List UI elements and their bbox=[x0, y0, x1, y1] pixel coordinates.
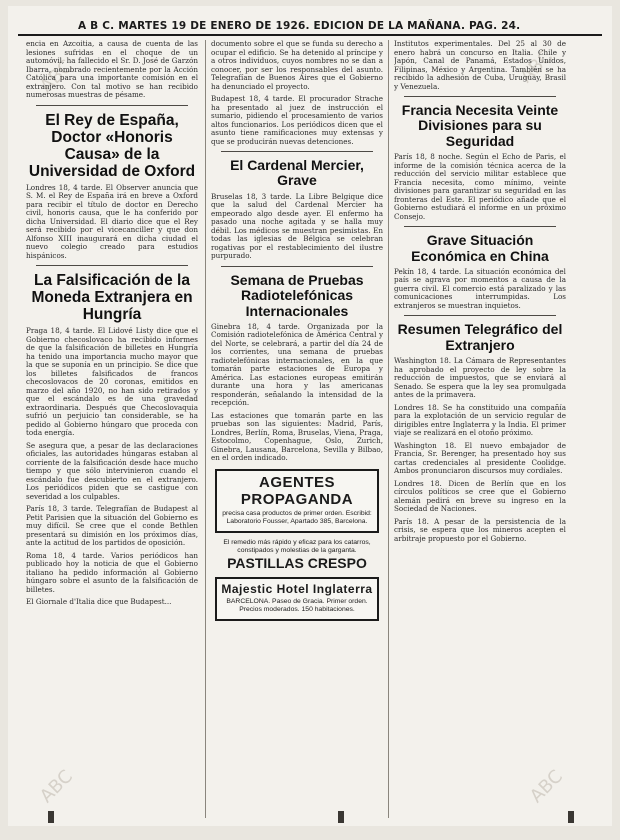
column-divider bbox=[388, 40, 389, 818]
article-divider bbox=[36, 105, 188, 106]
article-text: Washington 18. El nuevo embajador de Francia, Sr. Berenger, ha presentado hoy sus cartas credenciales al presidente Coolidge. Ambos pronunciaron discursos muy cordiales. bbox=[394, 440, 566, 476]
article-text: Ginebra 18, 4 tarde. Organizada por la Comisión radiotelefónica de América Central y del Norte, se celebrará, a partir del día 24 de los corrientes, una semana de pruebas radiotelefónicas internacionales, en la que tomarán parte estaciones de Europa y América. Las estaciones europeas emitirán durante una hora y las americanas responderán, señalando la intensidad de la recepción. bbox=[211, 321, 383, 408]
article-text: Bruselas 18, 3 tarde. La Libre Belgique dice que la salud del Cardenal Mercier ha empeorado algo desde ayer. El enfermo ha pasado una noche agitada y se halla muy débil. Los médicos se muestran pesimistas. En todas las iglesias de Bélgica se celebran rogativas por el restablecimiento del ilustre purpurado. bbox=[211, 191, 383, 261]
page-header: A B C. MARTES 19 DE ENERO DE 1926. EDICION DE LA MAÑANA. PAG. 24. bbox=[78, 20, 521, 32]
article-divider bbox=[221, 266, 373, 267]
ad-text: precisa casa productos de primer orden. Escribid: Laboratorio Fousser, Apartado 385, Barcelona. bbox=[222, 509, 372, 525]
headline-falsificacion: La Falsificación de la Moneda Extranjera en Hungría bbox=[31, 272, 193, 324]
article-text: París 18, 3 tarde. Telegrafían de Budapest al Petit Parisien que la situación del Gobierno es muy difícil. Se cree que el conde Bethlen presentará su dimisión en los próximos días, ante la actitud de los partidos de oposición. bbox=[26, 504, 198, 548]
binding-mark bbox=[338, 811, 344, 823]
ad-text: El remedio más rápido y eficaz para los catarros, constipados y molestias de la garganta. bbox=[223, 538, 371, 554]
headline-francia: Francia Necesita Veinte Divisiones para su Seguridad bbox=[401, 102, 559, 149]
article-text: París 18, 8 noche. Según el Echo de Paris, el informe de la comisión técnica acerca de la reducción del servicio militar establece que Francia necesita, como mínimo, veinte divisiones para garantizar su seguridad en las fronteras del Este. El periódico añade que el Gobierno estudiará el informe en un próximo Consejo. bbox=[394, 152, 566, 221]
watermark-abc: ABC bbox=[515, 46, 557, 87]
article-text: Praga 18, 4 tarde. El Lidové Listy dice que el Gobierno checoslovaco ha recibido informes de que la falsificación de billetes en Hungría ha tenido una importancia mucho mayor que la que se suponía en un principio. Se dice que los billetes falsificados de francos checoslovacos de 20 coronas, emitidos en marzo del año 1920, no han sido retirados y que el escándalo es de una gravedad extraordinaria. Después que Checoslovaquia sufrió un perjuicio tan considerable, se ha pedido al Gobierno húngaro que proceda con toda energía. bbox=[26, 326, 198, 438]
ad-title: Majestic Hotel Inglaterra bbox=[221, 581, 373, 596]
ad-title: PASTILLAS CRESPO bbox=[227, 554, 367, 571]
column-1 bbox=[26, 40, 198, 818]
article-text: Se asegura que, a pesar de las declaraciones oficiales, las autoridades húngaras estaban al corriente de la falsificación desde hace mucho tiempo y que sólo intervinieron cuando el escándalo fue descubierto en el extranjero. Los periódicos piden que se castigue con severidad a los culpables. bbox=[26, 440, 198, 501]
article-text: Las estaciones que tomarán parte en las pruebas son las siguientes: Madrid, París, Londres, Berlín, Roma, Bruselas, Viena, Praga, Estocolmo, Copenhague, Oslo, Zurich, Ginebra, Lausana, Barcelona, Sevilla y Bilbao, en el orden indicado. bbox=[211, 410, 383, 463]
article-divider bbox=[404, 226, 556, 227]
article-divider bbox=[404, 315, 556, 316]
article-text: El Giornale d'Italia dice que Budapest... bbox=[26, 597, 172, 607]
article-text: Budapest 18, 4 tarde. El procurador Strache ha presentado al juez de instrucción el sumario, pidiendo el procesamiento de varios altos funcionarios. Los periódicos dicen que el asunto tiene ramificaciones muy extensas y que se producirán nuevas detenciones. bbox=[211, 94, 383, 146]
article-text: Pekín 18, 4 tarde. La situación económica del país se agrava por momentos a causa de la guerra civil. El comercio está paralizado y las comunicaciones interrumpidas. Los extranjeros se muestran inquietos. bbox=[394, 266, 566, 310]
column-2 bbox=[211, 40, 383, 818]
advertisement-majestic-hotel bbox=[215, 577, 379, 621]
watermark-abc: ABC bbox=[35, 56, 77, 97]
headline-radiotelefonicas: Semana de Pruebas Radiotelefónicas Internacionales bbox=[230, 271, 364, 319]
column-divider bbox=[205, 40, 206, 818]
watermark-abc: ABC bbox=[525, 766, 567, 807]
headline-resumen-telegrafico: Resumen Telegráfico del Extranjero bbox=[397, 321, 563, 353]
article-text: Washington 18. La Cámara de Representantes ha aprobado el proyecto de ley sobre la reducción de impuestos, que se enviará al Senado. Se espera que la ley sea promulgada antes de la primavera. bbox=[394, 356, 566, 400]
article-divider bbox=[221, 151, 373, 152]
ad-title: AGENTES PROPAGANDA bbox=[240, 473, 354, 508]
ad-text: BARCELONA. Paseo de Gracia. Primer orden. Precios moderados. 150 habitaciones. bbox=[226, 597, 368, 613]
article-text: Londres 18. Se ha constituido una compañía para la explotación de un servicio regular de dirigibles entre Inglaterra y la India. El primer viaje se realizará en el otoño próximo. bbox=[394, 402, 566, 438]
binding-mark bbox=[568, 811, 574, 823]
article-text: Londres 18, 4 tarde. El Observer anuncia que S. M. el Rey de España irá en breve a Oxford para recibir el título de doctor en Derecho civil, honoris causa, que le ha conferido por dicha Universidad. El diario dice que el Rey será recibido por el vicecanciller y que don Alfonso XIII inaugurará en dicha ciudad el nuevo colegio creado para estudios hispánicos. bbox=[26, 182, 198, 260]
article-text: París 18. A pesar de la persistencia de la crisis, se espera que los mineros acepten el arbitraje propuesto por el Gobierno. bbox=[394, 516, 566, 543]
newspaper-page bbox=[8, 6, 612, 826]
header-rule bbox=[18, 34, 602, 36]
article-text: Institutos experimentales. Del 25 al 30 de enero habrá un concurso en Italia. Chile y Japón, Canal de Panamá, Estados Unidos, Filipinas, México y Argentina. También se ha recibido la adhesión de Cuba, Uruguay, Brasil y Venezuela. bbox=[394, 40, 566, 91]
advertisement-agentes bbox=[215, 469, 379, 533]
headline-china: Grave Situación Económica en China bbox=[411, 232, 549, 264]
watermark-abc: ABC bbox=[35, 766, 77, 807]
article-text: documento sobre el que se funda su derecho a ocupar el edificio. Se ha detenido al príncipe y a otros individuos, cuyos nombres no se dan a conocer, por ser los responsables del asunto. Telegrafían de Buenos Aires que el Gobierno ha denunciado el proyecto. bbox=[211, 40, 383, 91]
advertisement-pastillas bbox=[215, 539, 379, 571]
headline-rey-oxford: El Rey de España, Doctor «Honoris Causa» de la Universidad de Oxford bbox=[28, 111, 196, 180]
binding-mark bbox=[48, 811, 54, 823]
article-text: encia en Azcoitia, a causa de cuenta de las lesiones sufridas en el choque de un automóvil, ha fallecido el Sr. D. José de Garzón Ibarra, nombrado recientemente por la Acción Católica para una importante comisión en el extranjero. Con tal motivo se han recibido numerosas muestras de pésame. bbox=[26, 40, 198, 99]
headline-cardenal-mercier: El Cardenal Mercier, Grave bbox=[230, 157, 364, 189]
article-text: Roma 18, 4 tarde. Varios periódicos han publicado hoy la noticia de que el Gobierno italiano ha pedido información al Gobierno húngaro sobre el asunto de la falsificación de billetes. bbox=[26, 550, 198, 594]
column-3 bbox=[394, 40, 566, 818]
article-divider bbox=[36, 265, 188, 266]
article-divider bbox=[404, 96, 556, 97]
article-text: Londres 18. Dicen de Berlín que en los círculos políticos se cree que el Gobierno alemán pedirá en breve su ingreso en la Sociedad de Naciones. bbox=[394, 478, 566, 514]
